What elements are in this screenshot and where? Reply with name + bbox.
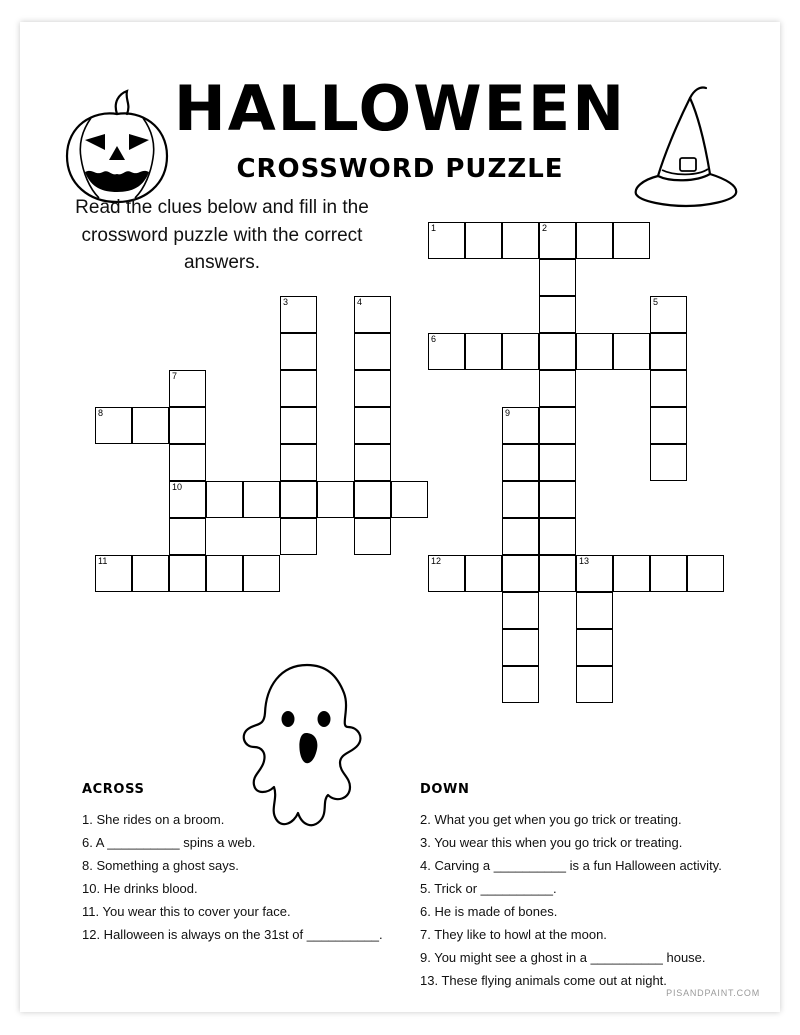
grid-cell-2[interactable] xyxy=(539,222,576,259)
grid-cell[interactable] xyxy=(465,555,502,592)
grid-cell[interactable] xyxy=(502,555,539,592)
grid-cell-number: 5 xyxy=(653,297,659,307)
grid-cell[interactable] xyxy=(576,333,613,370)
grid-cell[interactable] xyxy=(502,629,539,666)
grid-cell[interactable] xyxy=(502,333,539,370)
grid-cell-number: 10 xyxy=(172,482,183,492)
grid-cell-number: 7 xyxy=(172,371,178,381)
grid-cell[interactable] xyxy=(613,555,650,592)
grid-cell-7[interactable] xyxy=(169,370,206,407)
grid-cell[interactable] xyxy=(502,222,539,259)
across-clue-8: 8. Something a ghost says. xyxy=(82,858,239,873)
grid-cell[interactable] xyxy=(169,444,206,481)
grid-cell-number: 12 xyxy=(431,556,442,566)
grid-cell[interactable] xyxy=(539,333,576,370)
grid-cell[interactable] xyxy=(687,555,724,592)
grid-cell-number: 13 xyxy=(579,556,590,566)
grid-cell[interactable] xyxy=(502,666,539,703)
grid-cell-3[interactable] xyxy=(280,296,317,333)
down-clue-9: 9. You might see a ghost in a __________ house. xyxy=(420,950,706,965)
grid-cell-6[interactable] xyxy=(428,333,465,370)
grid-cell[interactable] xyxy=(280,370,317,407)
grid-cell-number: 11 xyxy=(98,556,108,566)
grid-cell[interactable] xyxy=(502,592,539,629)
grid-cell[interactable] xyxy=(539,555,576,592)
down-clue-4: 4. Carving a __________ is a fun Halloween activity. xyxy=(420,858,722,873)
grid-cell[interactable] xyxy=(539,444,576,481)
grid-cell[interactable] xyxy=(539,481,576,518)
across-clue-10: 10. He drinks blood. xyxy=(82,881,198,896)
across-clue-11: 11. You wear this to cover your face. xyxy=(82,904,291,919)
grid-cell[interactable] xyxy=(502,518,539,555)
grid-cell[interactable] xyxy=(650,407,687,444)
grid-cell[interactable] xyxy=(132,407,169,444)
grid-cell[interactable] xyxy=(650,333,687,370)
grid-cell[interactable] xyxy=(539,370,576,407)
footer-credit: PISANDPAINT.COM xyxy=(666,988,760,998)
worksheet-sheet xyxy=(20,22,780,1012)
grid-cell-number: 3 xyxy=(283,297,289,307)
down-clue-2: 2. What you get when you go trick or treating. xyxy=(420,812,682,827)
across-clues-section xyxy=(82,782,412,946)
down-clue-13: 13. These flying animals come out at night. xyxy=(420,973,667,988)
grid-cell[interactable] xyxy=(576,592,613,629)
grid-cell[interactable] xyxy=(206,481,243,518)
grid-cell-1[interactable] xyxy=(428,222,465,259)
grid-cell[interactable] xyxy=(613,333,650,370)
grid-cell[interactable] xyxy=(169,407,206,444)
grid-cell[interactable] xyxy=(354,333,391,370)
grid-cell[interactable] xyxy=(650,444,687,481)
grid-cell[interactable] xyxy=(280,407,317,444)
page-title: HALLOWEEN xyxy=(173,72,627,145)
down-clue-3: 3. You wear this when you go trick or treating. xyxy=(420,835,683,850)
grid-cell[interactable] xyxy=(317,481,354,518)
grid-cell-13[interactable] xyxy=(576,555,613,592)
grid-cell[interactable] xyxy=(502,481,539,518)
grid-cell[interactable] xyxy=(502,444,539,481)
across-heading: ACROSS xyxy=(82,782,145,797)
grid-cell[interactable] xyxy=(169,555,206,592)
grid-cell[interactable] xyxy=(539,407,576,444)
grid-cell[interactable] xyxy=(391,481,428,518)
grid-cell-4[interactable] xyxy=(354,296,391,333)
grid-cell-5[interactable] xyxy=(650,296,687,333)
grid-cell-8[interactable] xyxy=(95,407,132,444)
grid-cell[interactable] xyxy=(280,333,317,370)
grid-cell[interactable] xyxy=(354,407,391,444)
grid-cell[interactable] xyxy=(354,518,391,555)
grid-cell[interactable] xyxy=(576,629,613,666)
grid-cell[interactable] xyxy=(650,370,687,407)
grid-cell[interactable] xyxy=(280,481,317,518)
grid-cell-number: 9 xyxy=(505,408,511,418)
across-clue-1: 1. She rides on a broom. xyxy=(82,812,225,827)
grid-cell-number: 2 xyxy=(542,223,548,233)
grid-cell[interactable] xyxy=(243,555,280,592)
grid-cell[interactable] xyxy=(132,555,169,592)
grid-cell[interactable] xyxy=(354,444,391,481)
across-clue-12: 12. Halloween is always on the 31st of __________. xyxy=(82,927,383,942)
page-subtitle: CROSSWORD PUZZLE xyxy=(236,154,564,184)
grid-cell[interactable] xyxy=(576,222,613,259)
grid-cell[interactable] xyxy=(465,333,502,370)
grid-cell[interactable] xyxy=(650,555,687,592)
grid-cell-number: 6 xyxy=(431,334,437,344)
grid-cell[interactable] xyxy=(576,666,613,703)
instructions-text: Read the clues below and fill in the crossword puzzle with the correct answers. xyxy=(75,197,369,274)
down-clue-7: 7. They like to howl at the moon. xyxy=(420,927,607,942)
grid-cell[interactable] xyxy=(280,518,317,555)
grid-cell-number: 4 xyxy=(357,297,363,307)
down-heading: DOWN xyxy=(420,782,470,797)
grid-cell[interactable] xyxy=(354,481,391,518)
grid-cell[interactable] xyxy=(243,481,280,518)
grid-cell-11[interactable] xyxy=(95,555,132,592)
grid-cell[interactable] xyxy=(280,444,317,481)
grid-cell-number: 1 xyxy=(431,223,437,233)
grid-cell[interactable] xyxy=(169,518,206,555)
grid-cell-9[interactable] xyxy=(502,407,539,444)
grid-cell[interactable] xyxy=(539,518,576,555)
grid-cell[interactable] xyxy=(206,555,243,592)
grid-cell-number: 8 xyxy=(98,408,104,418)
down-clue-5: 5. Trick or __________. xyxy=(420,881,557,896)
grid-cell-10[interactable] xyxy=(169,481,206,518)
grid-cell[interactable] xyxy=(613,222,650,259)
grid-cell[interactable] xyxy=(354,370,391,407)
down-clues-section xyxy=(420,782,770,992)
down-clue-6: 6. He is made of bones. xyxy=(420,904,558,919)
grid-cell[interactable] xyxy=(465,222,502,259)
across-clue-6: 6. A __________ spins a web. xyxy=(82,835,256,850)
grid-cell[interactable] xyxy=(539,296,576,333)
grid-cell-12[interactable] xyxy=(428,555,465,592)
grid-cell[interactable] xyxy=(539,259,576,296)
